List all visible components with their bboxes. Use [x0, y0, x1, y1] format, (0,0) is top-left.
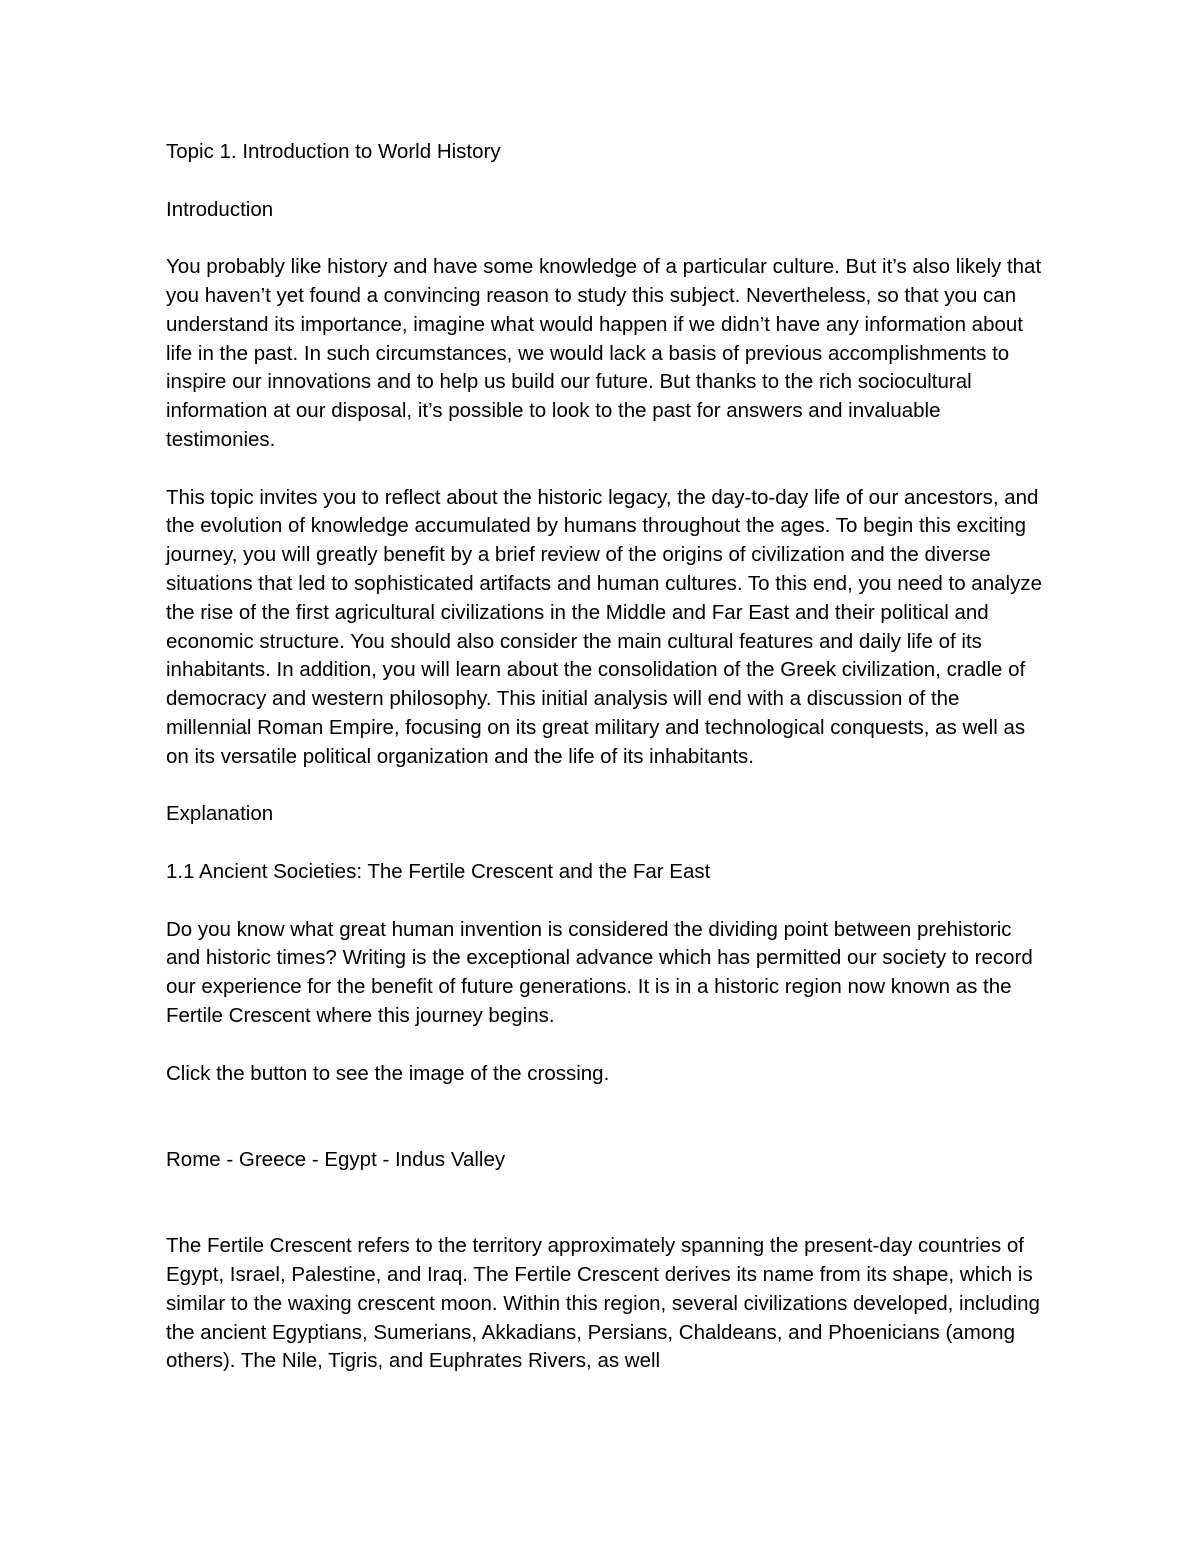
- section-paragraph-1: Do you know what great human invention is considered the dividing point between prehistoric and historic times? Writing is the exceptional advance which has permitted our society to record our experience for the benefit of future generations. It is in a historic region now known as the Fertile Crescent where this journey begins.: [166, 917, 1033, 1027]
- section-heading: 1.1 Ancient Societies: The Fertile Crescent and the Far East: [166, 859, 711, 883]
- intro-paragraph-2: This topic invites you to reflect about the historic legacy, the day-to-day life of our ancestors, and the evolution of knowledge accumulated by humans throughout the ages. To begin this exciting journey, you will greatly benefit by a brief review of the origins of civilization and the diverse situations that led to sophisticated artifacts and human cultures. To this end, you need to analyze the rise of the first agricultural civilizations in the Middle and Far East and their political and economic structure. You should also consider the main cultural features and daily life of its inhabitants. In addition, you will learn about the consolidation of the Greek civilization, cradle of democracy and western philosophy. This initial analysis will end with a discussion of the millennial Roman Empire, focusing on its great military and technological conquests, as well as on its versatile political organization and the life of its inhabitants.: [166, 485, 1042, 768]
- click-instruction: Click the button to see the image of the crossing.: [166, 1061, 610, 1085]
- document-page: [166, 138, 1046, 1405]
- document-title: Topic 1. Introduction to World History: [166, 140, 501, 163]
- intro-paragraph-1: You probably like history and have some knowledge of a particular culture. But it’s also likely that you haven’t yet found a convincing reason to study this subject. Nevertheless, so that you can understand its importance, imagine what would happen if we didn’t have any information about life in the past. In such circumstances, we would lack a basis of previous accomplishments to inspire our innovations and to help us build our future. But thanks to the rich sociocultural information at our disposal, it’s possible to look to the past for answers and invaluable testimonies.: [166, 255, 1042, 451]
- explanation-heading: Explanation: [166, 802, 274, 826]
- section-paragraph-2: The Fertile Crescent refers to the territory approximately spanning the present-day countries of Egypt, Israel, Palestine, and Iraq. The Fertile Crescent derives its name from its shape, which is similar to the waxing crescent moon. Within this region, several civilizations developed, including the ancient Egyptians, Sumerians, Akkadians, Persians, Chaldeans, and Phoenicians (among others). The Nile, Tigris, and Euphrates Rivers, as well: [166, 1234, 1040, 1373]
- civilizations-line: Rome - Greece - Egypt - Indus Valley: [166, 1147, 506, 1171]
- intro-heading: Introduction: [166, 197, 274, 221]
